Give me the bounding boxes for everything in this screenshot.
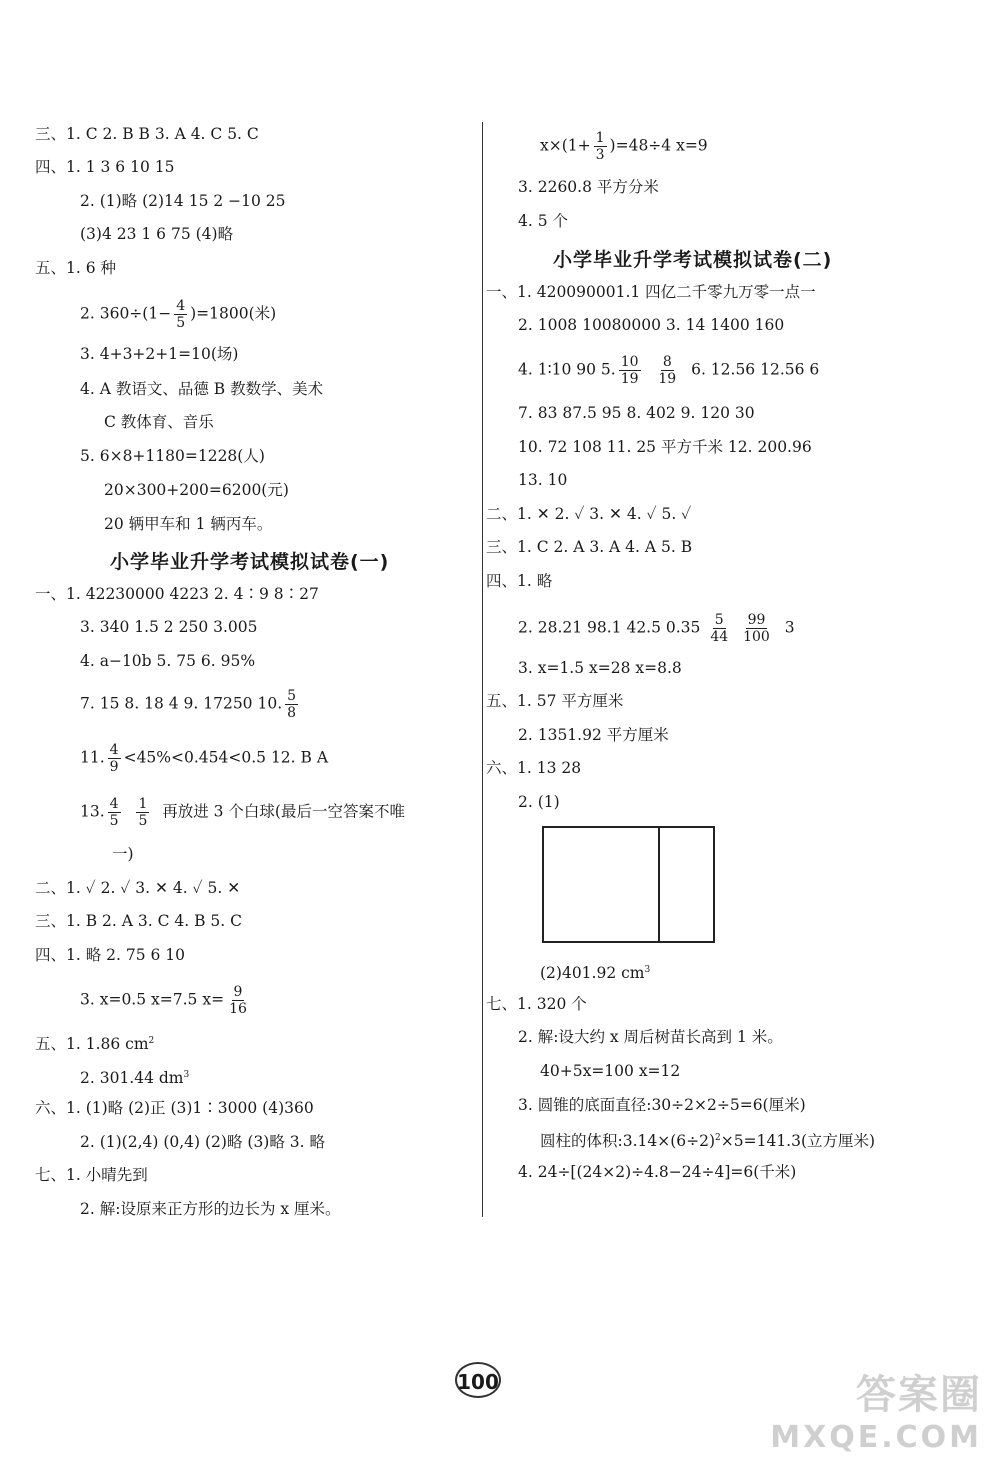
answer-line: 五、1. 6 种 bbox=[35, 259, 117, 277]
fraction bbox=[227, 984, 249, 1017]
answer-line: 六、1. 13 28 bbox=[486, 759, 582, 777]
answer-line: 2. 1351.92 平方厘米 bbox=[518, 726, 669, 744]
numerator: 4 bbox=[109, 742, 119, 758]
denominator: 16 bbox=[229, 1001, 247, 1017]
superscript: 2 bbox=[148, 1036, 155, 1046]
column-divider bbox=[482, 122, 483, 1217]
answer-line bbox=[540, 959, 650, 984]
numerator: 4 bbox=[109, 796, 119, 812]
numerator: 99 bbox=[747, 612, 766, 628]
fraction bbox=[708, 612, 730, 645]
answer-line: 20×300+200=6200(元) bbox=[104, 481, 289, 499]
answer-line: 13. 10 bbox=[518, 471, 568, 489]
text: 2. 360÷(1− bbox=[80, 304, 172, 323]
answer-line: 四、1. 略 2. 75 6 10 bbox=[35, 946, 186, 964]
text: 11. bbox=[80, 748, 105, 767]
answer-line: 2. 解:设大约 x 周后树苗长高到 1 米。 bbox=[518, 1028, 783, 1046]
text: 2. 301.44 dm bbox=[80, 1069, 184, 1088]
fraction bbox=[174, 298, 187, 331]
answer-line: 20 辆甲车和 1 辆丙车。 bbox=[104, 515, 273, 533]
answer-line: 3. 340 1.5 2 250 3.005 bbox=[80, 618, 258, 636]
answer-line bbox=[540, 130, 708, 163]
text: 7. 15 8. 18 4 9. 17250 10. bbox=[80, 694, 283, 713]
numerator: 4 bbox=[176, 298, 186, 314]
answer-line: 一、1. 42230000 4223 2. 4∶9 8∶27 bbox=[35, 585, 319, 603]
numerator: 8 bbox=[662, 354, 672, 370]
fraction bbox=[108, 796, 121, 829]
numerator: 5 bbox=[714, 612, 724, 628]
fraction bbox=[741, 612, 772, 645]
fraction bbox=[136, 796, 149, 829]
answer-line bbox=[80, 742, 328, 775]
text: )=1800(米) bbox=[190, 304, 277, 323]
answer-line: 六、1. (1)略 (2)正 (3)1∶3000 (4)360 bbox=[35, 1099, 314, 1117]
denominator: 8 bbox=[287, 705, 297, 721]
answer-line bbox=[80, 984, 252, 1017]
text: )=48÷4 x=9 bbox=[609, 136, 708, 155]
text: 五、1. 1.86 cm bbox=[35, 1035, 149, 1054]
rectangle-diagram bbox=[542, 826, 715, 943]
answer-line: 5. 6×8+1180=1228(人) bbox=[80, 447, 265, 465]
denominator: 100 bbox=[743, 629, 770, 645]
superscript: 3 bbox=[644, 965, 651, 975]
answer-line bbox=[80, 796, 405, 829]
text: 4. 1∶10 90 5. bbox=[518, 360, 616, 379]
answer-line: 一) bbox=[112, 845, 134, 863]
answer-line: 二、1. ✕ 2. ✓ 3. ✕ 4. ✓ 5. ✓ bbox=[486, 505, 692, 523]
answer-line: C 教体育、音乐 bbox=[104, 413, 214, 431]
answer-line: 10. 72 108 11. 25 平方千米 12. 200.96 bbox=[518, 438, 812, 456]
answer-line: 五、1. 57 平方厘米 bbox=[486, 692, 624, 710]
denominator: 5 bbox=[109, 813, 119, 829]
answer-line bbox=[35, 1030, 154, 1055]
answer-line: 三、1. C 2. A 3. A 4. A 5. B bbox=[486, 538, 693, 556]
fraction bbox=[656, 354, 678, 387]
watermark bbox=[770, 1363, 982, 1455]
answer-line bbox=[80, 298, 276, 331]
denominator: 44 bbox=[710, 629, 729, 645]
watermark-line1: 答案圈 bbox=[856, 1372, 982, 1418]
answer-line bbox=[80, 688, 301, 721]
answer-line: 2. (1)(2,4) (0,4) (2)略 (3)略 3. 略 bbox=[80, 1133, 325, 1151]
numerator: 9 bbox=[233, 984, 243, 1000]
fraction bbox=[285, 688, 298, 721]
text: 6. 12.56 12.56 6 bbox=[691, 360, 820, 379]
denominator: 3 bbox=[595, 147, 605, 163]
answer-line: 2. (1)略 (2)14 15 2 −10 25 bbox=[80, 192, 286, 210]
answer-line: 七、1. 小晴先到 bbox=[35, 1166, 148, 1184]
text: ×5=141.3(立方厘米) bbox=[720, 1132, 876, 1151]
denominator: 19 bbox=[658, 371, 677, 387]
denominator: 5 bbox=[138, 813, 148, 829]
answer-line: 二、1. ✓ 2. ✓ 3. ✕ 4. ✓ 5. ✕ bbox=[35, 879, 241, 897]
text: x×(1+ bbox=[540, 136, 591, 155]
text: (2)401.92 cm bbox=[540, 964, 645, 983]
answer-line: 4. 5 个 bbox=[518, 212, 569, 230]
answer-line: 七、1. 320 个 bbox=[486, 995, 587, 1013]
answer-line bbox=[518, 612, 795, 645]
answer-line: 三、1. B 2. A 3. C 4. B 5. C bbox=[35, 912, 242, 930]
answer-line: 2. (1) bbox=[518, 793, 560, 811]
fraction bbox=[594, 130, 607, 163]
answer-line: 4. a−10b 5. 75 6. 95% bbox=[80, 652, 256, 670]
text: 圆柱的体积:3.14×(6÷2) bbox=[540, 1132, 716, 1151]
text: 13. bbox=[80, 802, 105, 821]
answer-line bbox=[540, 1127, 875, 1152]
answer-line: 3. 圆锥的底面直径:30÷2×2÷5=6(厘米) bbox=[518, 1096, 806, 1114]
answer-line: (3)4 23 1 6 75 (4)略 bbox=[80, 225, 234, 243]
rectangle-divider bbox=[658, 828, 660, 941]
answer-line: 四、1. 略 bbox=[486, 572, 553, 590]
section-title: 小学毕业升学考试模拟试卷(一) bbox=[110, 551, 390, 573]
answer-line: 4. A 教语文、品德 B 教数学、美术 bbox=[80, 380, 324, 398]
answer-line: 三、1. C 2. B B 3. A 4. C 5. C bbox=[35, 125, 259, 143]
text: 3 bbox=[784, 618, 795, 637]
answer-line: 40+5x=100 x=12 bbox=[540, 1062, 681, 1080]
answer-line: 7. 83 87.5 95 8. 402 9. 120 30 bbox=[518, 404, 755, 422]
answer-line: 2. 1008 10080000 3. 14 1400 160 bbox=[518, 316, 785, 334]
superscript: 3 bbox=[183, 1070, 190, 1080]
text: <45%<0.454<0.5 12. B A bbox=[123, 748, 329, 767]
denominator: 5 bbox=[176, 315, 186, 331]
superscript: 2 bbox=[715, 1133, 721, 1143]
page-number: 100 bbox=[455, 1362, 501, 1398]
text: 3. x=0.5 x=7.5 x= bbox=[80, 990, 225, 1009]
denominator: 9 bbox=[109, 759, 119, 775]
text: 再放进 3 个白球(最后一空答案不唯 bbox=[162, 802, 405, 821]
answer-line: 3. 4+3+2+1=10(场) bbox=[80, 345, 239, 363]
answer-line bbox=[80, 1064, 189, 1089]
text: 2. 28.21 98.1 42.5 0.35 bbox=[518, 618, 701, 637]
answer-line bbox=[518, 354, 819, 387]
answer-line: 4. 24÷[(24×2)÷4.8−24÷4]=6(千米) bbox=[518, 1163, 797, 1181]
section-title: 小学毕业升学考试模拟试卷(二) bbox=[553, 249, 833, 271]
answer-line: 3. x=1.5 x=28 x=8.8 bbox=[518, 659, 682, 677]
answer-line: 2. 解:设原来正方形的边长为 x 厘米。 bbox=[80, 1200, 341, 1218]
answer-line: 四、1. 1 3 6 10 15 bbox=[35, 158, 175, 176]
fraction bbox=[108, 742, 121, 775]
fraction bbox=[619, 354, 641, 387]
answer-line: 一、1. 420090001.1 四亿二千零九万零一点一 bbox=[486, 283, 816, 301]
answer-line: 3. 2260.8 平方分米 bbox=[518, 178, 659, 196]
numerator: 5 bbox=[287, 688, 297, 704]
numerator: 1 bbox=[595, 130, 605, 146]
numerator: 10 bbox=[620, 354, 639, 370]
denominator: 19 bbox=[620, 371, 639, 387]
watermark-line2: MXQE.COM bbox=[770, 1420, 982, 1455]
numerator: 1 bbox=[138, 796, 148, 812]
